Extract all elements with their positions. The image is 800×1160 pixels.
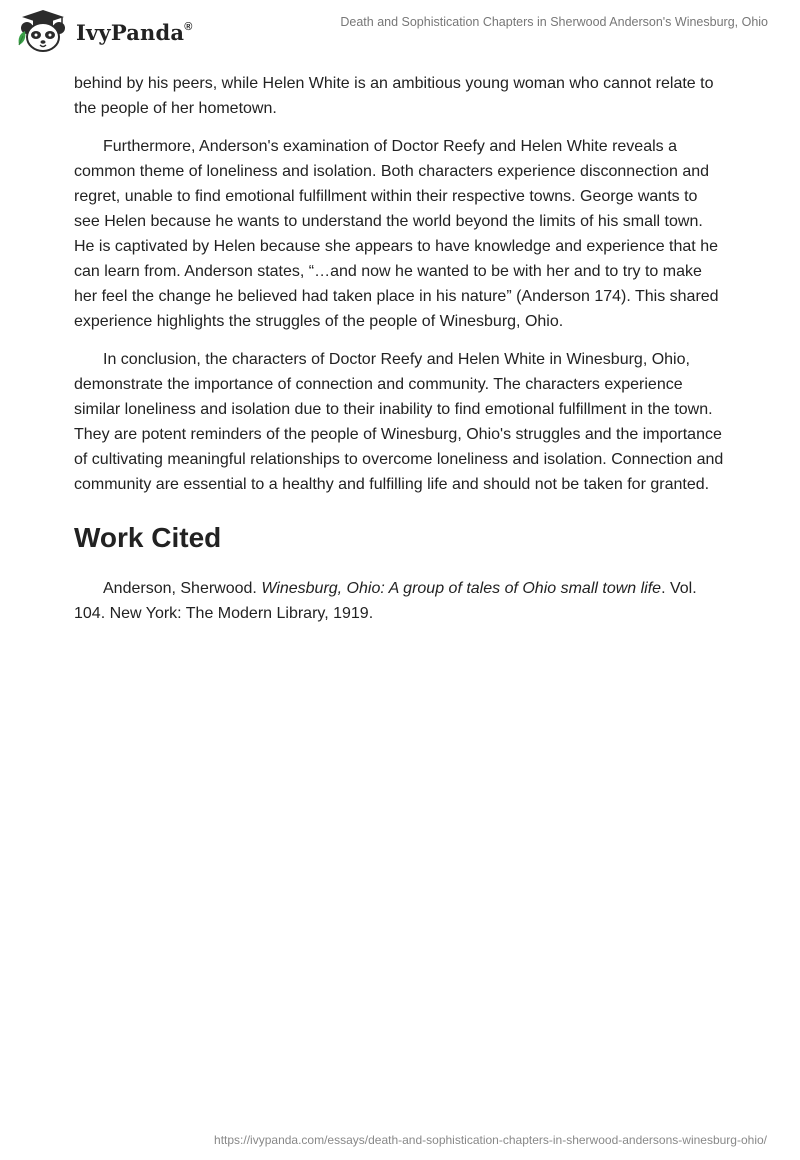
brand-logo[interactable] [14,9,193,53]
citation-author: Anderson, Sherwood. [103,580,262,597]
citation-publication: . Vol. 104. New York: The Modern Library, 1919. [74,580,697,622]
brand-name: IvyPanda® [76,19,193,45]
citation-entry [74,576,726,626]
citation-title: Winesburg, Ohio: A group of tales of Ohio small town life [261,580,662,597]
paragraph-conclusion: In conclusion, the characters of Doctor Reefy and Helen White in Winesburg, Ohio, demonstrate the importance of connection and community. The characters experience similar loneliness and isolation due to their inability to find emotional fulfillment in the town. They are potent reminders of the people of Winesburg, Ohio's struggles and the importance of cultivating meaningful relationships to overcome loneliness and isolation. Connection and community are essential to a healthy and fulfilling life and should not be taken for granted. [74,351,724,493]
source-url[interactable]: https://ivypanda.com/essays/death-and-sophistication-chapters-in-sherwood-andersons-winesburg-ohio/ [214,1133,767,1147]
essay-body [74,71,726,639]
paragraph-analysis: Furthermore, Anderson's examination of Doctor Reefy and Helen White reveals a common theme of loneliness and isolation. Both characters experience disconnection and regret, unable to find emotional fulfillment within their respective towns. George wants to see Helen because he wants to understand the world beyond the limits of his small town. He is captivated by Helen because she appears to have knowledge and experience that he can learn from. Anderson states, “…and now he wanted to be with her and to try to make her feel the change he believed had taken place in his nature” (Anderson 174). This shared experience highlights the struggles of the people of Winesburg, Ohio. [74,138,719,330]
paragraph-continuation: behind by his peers, while Helen White is an ambitious young woman who cannot relate to the people of her hometown. [74,75,714,117]
page-header [0,0,800,70]
panda-graduate-icon [14,9,72,53]
document-title: Death and Sophistication Chapters in Sherwood Anderson's Winesburg, Ohio [340,15,768,29]
registered-mark: ® [184,20,193,33]
works-cited-heading: Work Cited [74,522,222,553]
